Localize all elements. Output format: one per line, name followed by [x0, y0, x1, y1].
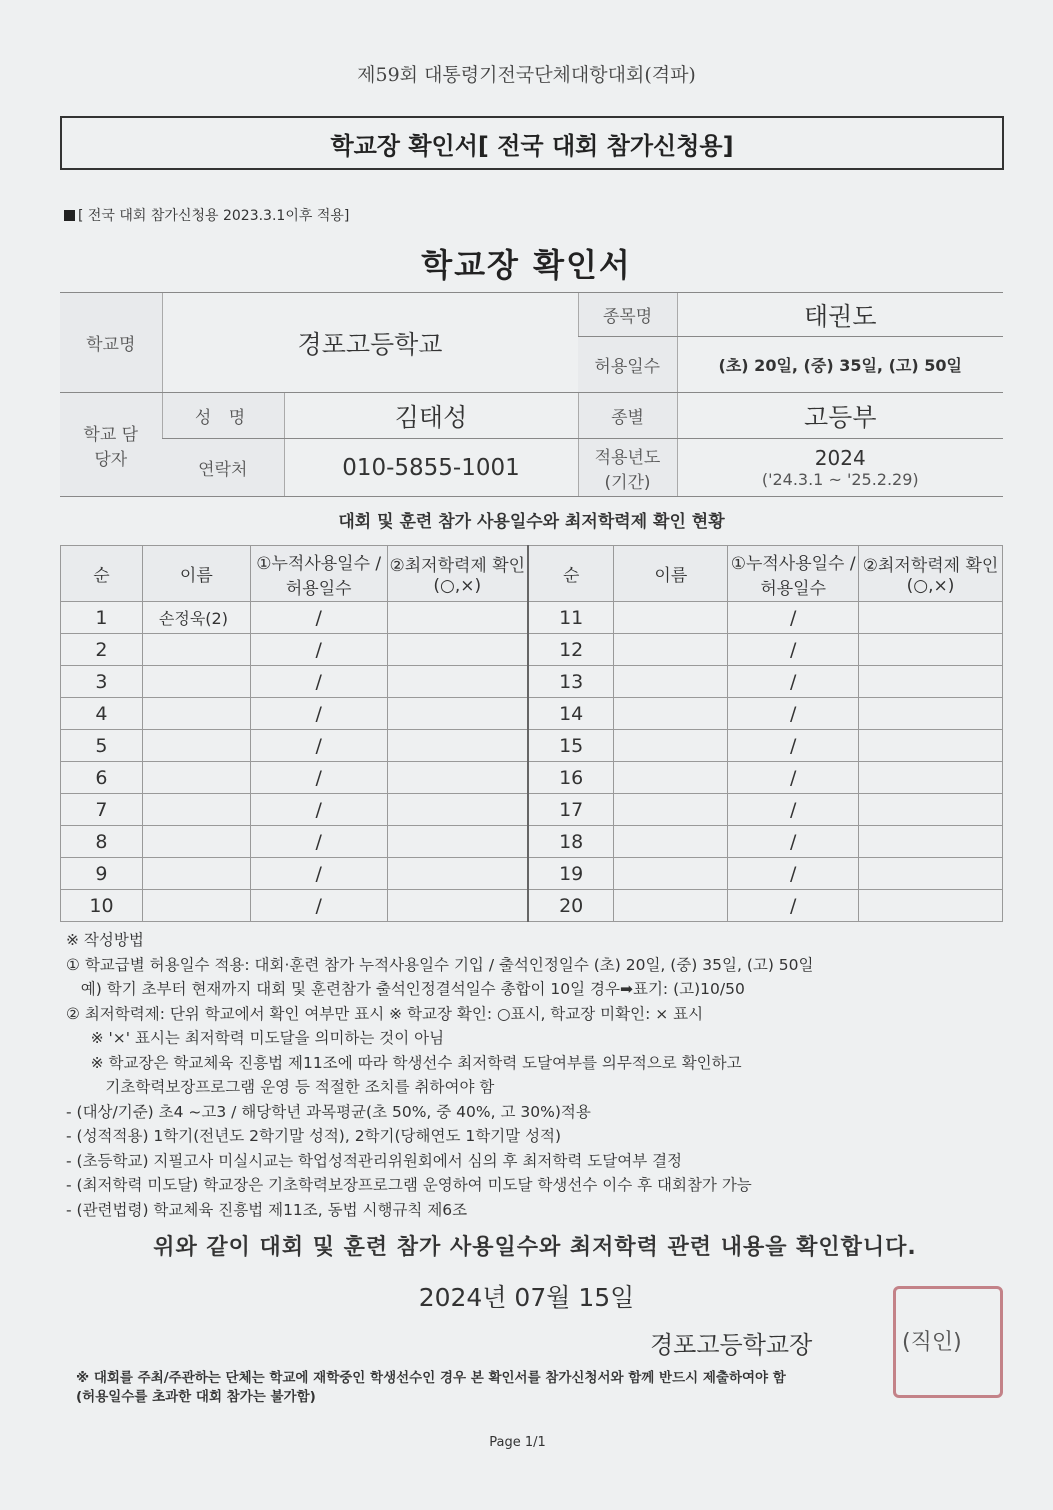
row-used-days: /	[728, 890, 859, 922]
row-number: 15	[528, 730, 614, 762]
footnote-line: (허용일수를 초과한 대회 참가는 불가함)	[76, 1389, 316, 1405]
instruction-line: ※ 학교장은 학교체육 진흥법 제11조에 따라 학생선수 최저학력 도달여부를 의무적으로 확인하고	[66, 1053, 742, 1072]
row-number: 14	[528, 698, 614, 730]
row-min-academic	[387, 858, 528, 890]
row-name	[614, 698, 728, 730]
instruction-line: ※ '×' 표시는 최저학력 미도달을 의미하는 것이 아님	[66, 1029, 445, 1047]
row-number: 16	[528, 762, 614, 794]
form-title-box: 학교장 확인서[ 전국 대회 참가신청용]	[60, 116, 1004, 170]
division-label: 종별	[578, 393, 677, 439]
page-number: Page 1/1	[489, 1435, 546, 1450]
row-name	[142, 826, 250, 858]
row-number: 2	[61, 634, 143, 666]
row-min-academic	[387, 762, 528, 794]
row-number: 9	[61, 858, 143, 890]
row-min-academic	[387, 826, 528, 858]
school-info-table	[60, 292, 1003, 497]
row-number: 20	[528, 890, 614, 922]
row-min-academic	[859, 826, 1003, 858]
row-min-academic	[859, 890, 1003, 922]
table-row	[61, 858, 1003, 890]
row-min-academic	[859, 602, 1003, 634]
table-row	[61, 634, 1003, 666]
header-no: 순	[528, 546, 614, 602]
row-min-academic	[387, 730, 528, 762]
school-label: 학교명	[60, 293, 162, 393]
row-name	[614, 826, 728, 858]
row-name: 손정욱(2)	[142, 602, 250, 634]
row-name	[614, 666, 728, 698]
row-used-days: /	[728, 730, 859, 762]
row-number: 5	[61, 730, 143, 762]
row-used-days: /	[250, 698, 387, 730]
header-no: 순	[61, 546, 143, 602]
instruction-line: - (최저학력 미도달) 학교장은 기초학력보장프로그램 운영하여 미도달 학생선수 이수 후 대회참가 가능	[66, 1176, 752, 1194]
row-name	[142, 666, 250, 698]
row-used-days: /	[728, 762, 859, 794]
name-label: 성 명	[162, 393, 284, 439]
row-number: 17	[528, 794, 614, 826]
header-min-academic: ②최저학력제 확인(○,×)	[859, 546, 1003, 602]
instruction-line: ② 최저학력제: 단위 학교에서 확인 여부만 표시 ※ 학교장 확인: ○표시, 학교장 미확인: × 표시	[66, 1004, 704, 1023]
table-row	[61, 826, 1003, 858]
contact-number: 010-5855-1001	[284, 439, 578, 497]
row-name	[142, 634, 250, 666]
header-min-academic: ②최저학력제 확인(○,×)	[387, 546, 528, 602]
square-bullet-icon	[64, 210, 75, 221]
row-number: 19	[528, 858, 614, 890]
footnote-line: ※ 대회를 주최/주관하는 단체는 학교에 재학중인 학생선수인 경우 본 확인서를 참가신청서와 함께 반드시 제출하여야 함	[76, 1370, 786, 1386]
footnote	[76, 1369, 996, 1407]
table-row	[61, 890, 1003, 922]
row-min-academic	[387, 890, 528, 922]
sport-name: 태권도	[677, 293, 1003, 337]
row-number: 4	[61, 698, 143, 730]
row-used-days: /	[250, 730, 387, 762]
manager-name: 김태성	[284, 393, 578, 439]
row-number: 18	[528, 826, 614, 858]
row-number: 7	[61, 794, 143, 826]
school-name: 경포고등학교	[162, 293, 578, 393]
instruction-line: - (관련법령) 학교체육 진흥법 제11조, 동법 시행규칙 제6조	[66, 1200, 468, 1219]
row-min-academic	[387, 698, 528, 730]
row-used-days: /	[250, 762, 387, 794]
row-number: 12	[528, 634, 614, 666]
row-name	[142, 794, 250, 826]
row-min-academic	[859, 794, 1003, 826]
row-min-academic	[859, 634, 1003, 666]
table-row	[61, 666, 1003, 698]
row-used-days: /	[250, 666, 387, 698]
row-name	[614, 602, 728, 634]
row-used-days: /	[250, 602, 387, 634]
table-row	[61, 698, 1003, 730]
header-used-days: ①누적사용일수 /허용일수	[250, 546, 387, 602]
row-name	[142, 730, 250, 762]
row-number: 1	[61, 602, 143, 634]
row-name	[614, 890, 728, 922]
row-min-academic	[387, 666, 528, 698]
allowed-days-label: 허용일수	[578, 337, 677, 393]
year-label: 적용년도 (기간)	[578, 439, 677, 497]
manager-label: 학교 담당자	[60, 393, 162, 497]
row-used-days: /	[250, 826, 387, 858]
instruction-line: 기초학력보장프로그램 운영 등 적절한 조치를 취하여야 함	[66, 1078, 495, 1096]
row-min-academic	[387, 634, 528, 666]
sport-label: 종목명	[578, 293, 677, 337]
instruction-line: - (초등학교) 지필고사 미실시교는 학업성적관리위원회에서 심의 후 최저학력 도달여부 결정	[66, 1151, 683, 1170]
table-row	[61, 730, 1003, 762]
row-name	[614, 794, 728, 826]
row-min-academic	[859, 730, 1003, 762]
row-number: 13	[528, 666, 614, 698]
row-number: 3	[61, 666, 143, 698]
instruction-line: - (대상/기준) 초4 ~고3 / 해당학년 과목평균(초 50%, 중 40%, 고 30%)적용	[66, 1102, 591, 1121]
row-name	[142, 698, 250, 730]
year-cell	[677, 439, 1003, 497]
row-number: 10	[61, 890, 143, 922]
page-title: 학교장 확인서	[421, 246, 632, 284]
row-name	[142, 762, 250, 794]
header-used-days: ①누적사용일수 /허용일수	[728, 546, 859, 602]
header-name: 이름	[142, 546, 250, 602]
row-used-days: /	[250, 890, 387, 922]
row-name	[614, 762, 728, 794]
row-name	[142, 858, 250, 890]
row-min-academic	[387, 794, 528, 826]
row-used-days: /	[728, 794, 859, 826]
row-used-days: /	[250, 858, 387, 890]
row-number: 8	[61, 826, 143, 858]
row-used-days: /	[728, 666, 859, 698]
row-min-academic	[859, 858, 1003, 890]
row-number: 11	[528, 602, 614, 634]
principal-title: 경포고등학교장	[650, 1331, 813, 1359]
row-used-days: /	[728, 634, 859, 666]
row-min-academic	[859, 698, 1003, 730]
contact-label: 연락처	[162, 439, 284, 497]
table-row	[61, 602, 1003, 634]
row-used-days: /	[728, 698, 859, 730]
confirmation-statement: 위와 같이 대회 및 훈련 참가 사용일수와 최저학력 관련 내용을 확인합니다.	[153, 1235, 917, 1260]
subnote-text: [ 전국 대회 참가신청용 2023.3.1이후 적용]	[78, 208, 350, 224]
division-value: 고등부	[677, 393, 1003, 439]
row-number: 6	[61, 762, 143, 794]
row-used-days: /	[728, 826, 859, 858]
instruction-line: ※ 작성방법	[66, 931, 144, 949]
row-used-days: /	[250, 634, 387, 666]
status-table	[60, 545, 1003, 922]
year-value: 2024	[814, 446, 866, 470]
row-used-days: /	[728, 858, 859, 890]
row-used-days: /	[250, 794, 387, 826]
row-min-academic	[859, 762, 1003, 794]
row-name	[614, 858, 728, 890]
year-period: ('24.3.1 ~ '25.2.29)	[761, 470, 919, 489]
instruction-line: - (성적적용) 1학기(전년도 2학기말 성적), 2학기(당해연도 1학기말 성적)	[66, 1127, 562, 1145]
row-name	[142, 890, 250, 922]
writing-instructions	[66, 928, 996, 1222]
form-subnote	[64, 205, 349, 225]
status-section-title: 대회 및 훈련 참가 사용일수와 최저학력제 확인 현황	[338, 512, 725, 532]
instruction-line: ① 학교급별 허용일수 적용: 대회·훈련 참가 누적사용일수 기입 / 출석인정일수 (초) 20일, (중) 35일, (고) 50일	[66, 955, 814, 974]
row-min-academic	[387, 602, 528, 634]
seal-label: (직인)	[902, 1330, 962, 1355]
allowed-days-value: (초) 20일, (중) 35일, (고) 50일	[677, 337, 1003, 393]
header-name: 이름	[614, 546, 728, 602]
event-title: 제59회 대통령기전국단체대항대회(격파)	[357, 64, 696, 86]
row-name	[614, 634, 728, 666]
table-row	[61, 762, 1003, 794]
table-row	[61, 794, 1003, 826]
row-name	[614, 730, 728, 762]
row-used-days: /	[728, 602, 859, 634]
instruction-line: 예) 학기 초부터 현재까지 대회 및 훈련참가 출석인정결석일수 총합이 10일 경우➡표기: (고)10/50	[66, 980, 745, 998]
signature-date: 2024년 07월 15일	[418, 1283, 635, 1312]
row-min-academic	[859, 666, 1003, 698]
